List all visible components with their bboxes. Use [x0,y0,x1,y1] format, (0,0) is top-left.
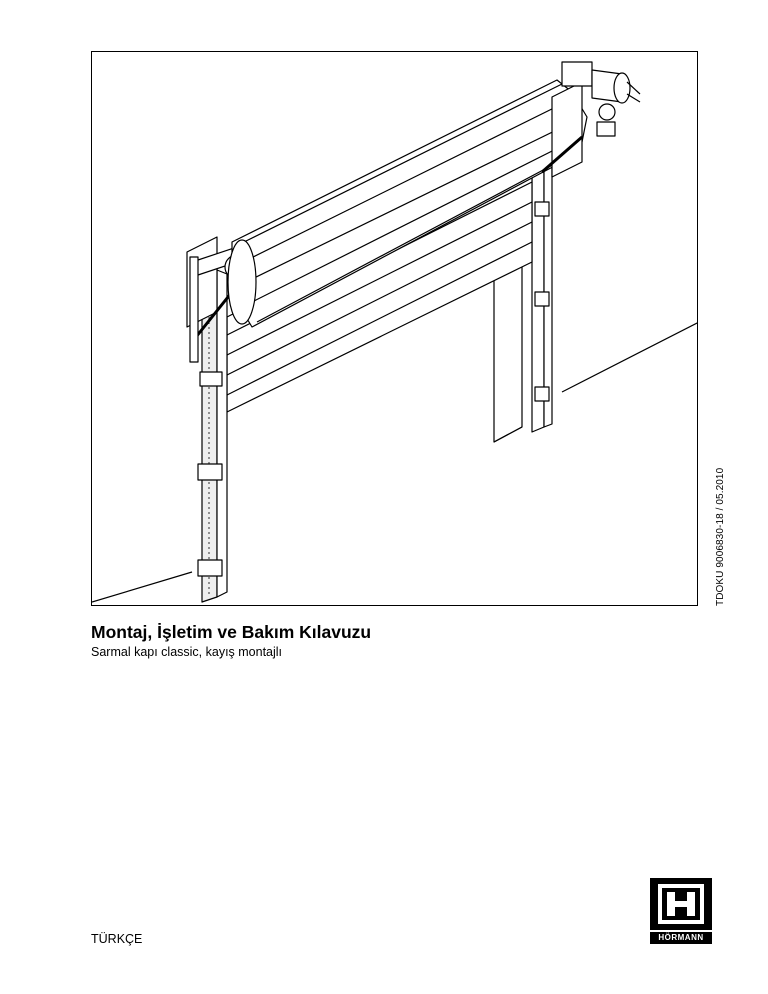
document-subtitle: Sarmal kapı classic, kayış montajlı [91,645,283,659]
floor-line-left [92,572,192,602]
document-title: Montaj, İşletim ve Bakım Kılavuzu [91,622,372,642]
rolling-door-illustration [92,52,698,606]
language-label: TÜRKÇE [91,932,143,946]
floor-line-right [562,322,698,392]
drive-unit [542,62,640,177]
illustration-frame [91,51,698,606]
right-guide-rail [532,142,552,432]
brand-wordmark: HÖRMANN [650,932,712,944]
hormann-logo-icon [650,878,712,930]
opening-jamb [494,252,522,442]
hormann-logo [650,878,712,944]
document-code: TDOKU 9006830-18 / 05.2010 [715,467,726,606]
